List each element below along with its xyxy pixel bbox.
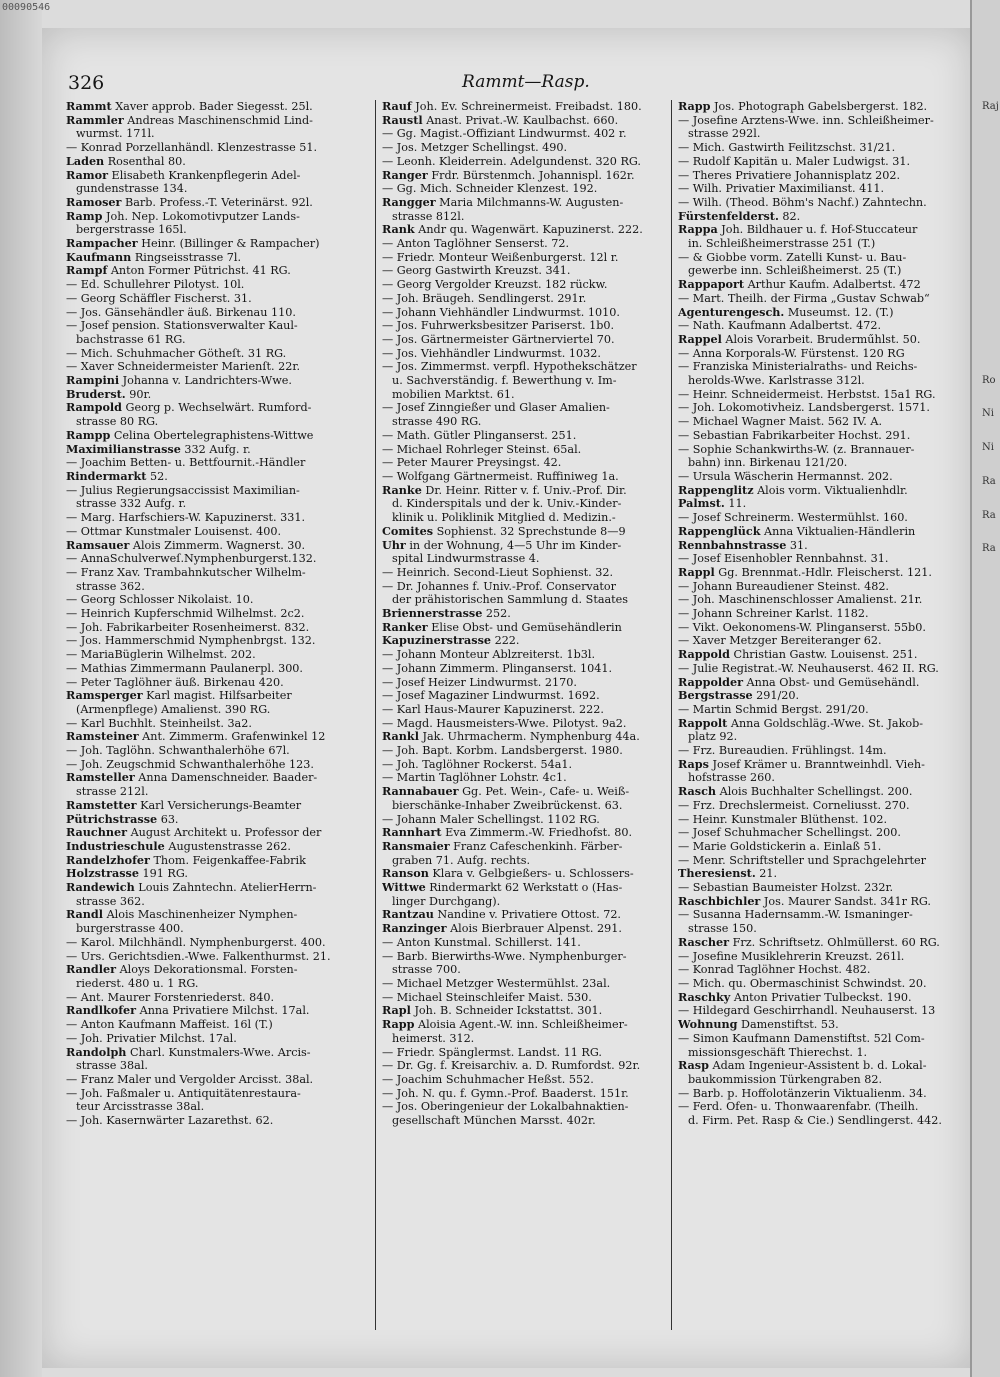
- directory-line: — Jos. Gärtnermeister Gärtnerviertel 70.: [382, 332, 615, 346]
- directory-line: mobilien Marktst. 61.: [392, 387, 515, 401]
- directory-line: heimerst. 312.: [392, 1031, 475, 1045]
- directory-line: bergerstrasse 165l.: [76, 223, 187, 237]
- directory-line: — Joachim Schuhmacher Heßst. 552.: [382, 1072, 594, 1086]
- directory-line: — Peter Maurer Preysingst. 42.: [382, 456, 562, 470]
- directory-line: Randl Alois Maschinenheizer Nymphen-: [66, 908, 298, 922]
- directory-line: Raschky Anton Privatier Tulbeckst. 190.: [678, 990, 912, 1004]
- directory-line: — Johann Maler Schellingst. 1102 RG.: [382, 812, 600, 826]
- directory-line: strasse 332 Aufg. r.: [76, 497, 187, 511]
- directory-line: Rascher Frz. Schriftsetz. Ohlmüllerst. 60 RG.: [678, 935, 940, 949]
- directory-line: Rappolder Anna Obst- und Gemüsehändl.: [678, 675, 920, 689]
- directory-line: — Barb. p. Hoffolotänzerin Viktualienm. 34.: [678, 1086, 927, 1100]
- directory-line: hofstrasse 260.: [688, 771, 775, 785]
- directory-line: — Friedr. Spänglermst. Landst. 11 RG.: [382, 1045, 602, 1059]
- directory-line: — Georg Schäffler Fischerst. 31.: [66, 291, 252, 305]
- directory-line: — Wolfgang Gärtnermeist. Ruffiniweg 1a.: [382, 469, 619, 483]
- directory-line: — Franz Maler und Vergolder Arcisst. 38al.: [66, 1072, 314, 1086]
- directory-line: Rampold Georg p. Wechselwärt. Rumford-: [66, 401, 312, 415]
- directory-line: — Menr. Schriftsteller und Sprachgelehrter: [678, 853, 926, 867]
- directory-line: — Vikt. Oekonomens-W. Plinganserst. 55b0.: [678, 620, 926, 634]
- directory-line: Rank Andr qu. Wagenwärt. Kapuzinerst. 222.: [382, 223, 643, 237]
- directory-line: Randlkofer Anna Privatiere Milchst. 17al.: [66, 1004, 310, 1018]
- directory-line: Randler Aloys Dekorationsmal. Forsten-: [66, 963, 298, 977]
- directory-line: — Marg. Harfschiers-W. Kapuzinerst. 331.: [66, 511, 306, 525]
- directory-line: — Julius Regierungsaccissist Maximilian-: [66, 483, 300, 497]
- edge-fragment: Raj: [982, 101, 999, 112]
- directory-line: — Jos. Fuhrwerksbesitzer Pariserst. 1b0.: [382, 319, 615, 333]
- directory-line: — Frz. Bureaudien. Frühlingst. 14m.: [678, 744, 887, 758]
- directory-line: — Josef pension. Stationsverwalter Kaul-: [66, 319, 298, 333]
- directory-line: Randewich Louis Zahntechn. AtelierHerrn-: [66, 881, 317, 895]
- directory-line: — Simon Kaufmann Damenstiftst. 52l Com-: [678, 1031, 925, 1045]
- directory-line: Ramsteiner Ant. Zimmerm. Grafenwinkel 12: [66, 730, 326, 744]
- directory-line: Rappenglitz Alois vorm. Viktualienhdlr.: [678, 483, 908, 497]
- directory-line: Briennerstrasse 252.: [382, 607, 511, 621]
- directory-line: — Jos. Gänsehändler äuß. Birkenau 110.: [66, 305, 296, 319]
- directory-line: Pütrichstrasse 63.: [66, 812, 179, 826]
- directory-line: — Ant. Maurer Forstenriederst. 840.: [66, 990, 275, 1004]
- directory-line: — Leonh. Kleiderrein. Adelgundenst. 320 RG.: [382, 154, 641, 168]
- directory-line: Uhr in der Wohnung, 4—5 Uhr im Kinder-: [382, 538, 622, 552]
- directory-line: Kapuzinerstrasse 222.: [382, 634, 520, 648]
- directory-line: — Heinr. Kunstmaler Blüthenst. 102.: [678, 812, 888, 826]
- directory-line: Holzstrasse 191 RG.: [66, 867, 188, 881]
- directory-line: — Franziska Ministerialraths- und Reichs-: [678, 360, 918, 374]
- directory-line: Agenturengesch. Museumst. 12. (T.): [678, 305, 894, 319]
- directory-line: — Hildegard Geschirrhandl. Neuhauserst. 13: [678, 1004, 936, 1018]
- directory-line: Rappa Joh. Bildhauer u. f. Hof-Stuccateur: [678, 223, 918, 237]
- directory-line: — Mich. qu. Obermaschinist Schwindst. 20.: [678, 977, 927, 990]
- directory-line: der prähistorischen Sammlung d. Staates: [392, 593, 629, 607]
- directory-line: — Johann Viehhändler Lindwurmst. 1010.: [382, 305, 620, 319]
- edge-fragment: Ro: [982, 374, 996, 386]
- directory-line: — Wilh. (Theod. Böhm's Nachf.) Zahntechn.: [678, 195, 927, 209]
- directory-line: Raps Josef Krämer u. Branntweinhdl. Vieh-: [678, 757, 925, 771]
- directory-line: — Sebastian Fabrikarbeiter Hochst. 291.: [678, 428, 911, 442]
- directory-line: Rantzau Nandine v. Privatiere Ottost. 72.: [382, 908, 621, 922]
- directory-line: strasse 812l.: [392, 209, 465, 223]
- directory-line: Rennbahnstrasse 31.: [678, 538, 808, 552]
- directory-line: — Johann Bureaudiener Steinst. 482.: [678, 579, 889, 593]
- directory-line: — Joachim Betten- u. Bettfournit.-Händler: [66, 456, 306, 470]
- edge-fragment: Ni: [982, 442, 994, 454]
- directory-line: Ransmaier Franz Cafeschenkinh. Färber-: [382, 839, 623, 853]
- directory-line: — Johann Schreiner Karlst. 1182.: [678, 607, 869, 621]
- directory-line: bachstrasse 61 RG.: [76, 332, 186, 346]
- directory-line: Kaufmann Ringseisstrasse 7l.: [66, 250, 242, 264]
- directory-line: — Jos. Zimmermst. verpfl. Hypothekschätzer: [382, 360, 637, 374]
- directory-line: Rasp Adam Ingenieur-Assistent b. d. Lokal-: [678, 1059, 927, 1073]
- directory-line: Bruderst. 90r.: [66, 387, 152, 401]
- directory-line: — Jos. Oberingenieur der Lokalbahnaktien-: [382, 1100, 629, 1114]
- directory-line: — Gg. Mich. Schneider Klenzest. 192.: [382, 182, 598, 196]
- directory-line: — Joh. Taglöhner Rockerst. 54a1.: [382, 757, 573, 771]
- directory-line: — Xaver Metzger Bereiteranger 62.: [678, 634, 882, 648]
- scan-id: 00090546: [2, 2, 51, 13]
- directory-line: strasse 490 RG.: [392, 415, 482, 429]
- directory-line: — Konrad Taglöhner Hochst. 482.: [678, 963, 871, 977]
- directory-line: — Michael Metzger Westermühlst. 23al.: [382, 977, 611, 990]
- directory-line: — Johann Monteur Ablzreiterst. 1b3l.: [382, 648, 596, 662]
- column-1: [66, 100, 361, 1128]
- directory-line: — Karol. Milchhändl. Nymphenburgerst. 400.: [66, 935, 326, 949]
- directory-line: Rammt Xaver approb. Bader Siegesst. 25l.: [66, 100, 313, 113]
- directory-line: — Jos. Viehhändler Lindwurmst. 1032.: [382, 346, 601, 360]
- directory-line: Ramstetter Karl Versicherungs-Beamter: [66, 798, 302, 812]
- directory-line: — Urs. Gerichtsdien.-Wwe. Falkenthurmst. 21.: [66, 949, 331, 963]
- directory-line: Rappl Gg. Brennmat.-Hdlr. Fleischerst. 121.: [678, 565, 932, 579]
- directory-line: — Dr. Gg. f. Kreisarchiv. a. D. Rumfordst. 92r.: [382, 1059, 641, 1073]
- directory-line: Comites Sophienst. 32 Sprechstunde 8—9: [382, 524, 626, 538]
- directory-line: strasse 362.: [76, 894, 145, 908]
- directory-line: Palmst. 11.: [678, 497, 747, 511]
- directory-line: — Michael Rohrleger Steinst. 65al.: [382, 442, 582, 456]
- directory-line: gundenstrasse 134.: [76, 182, 188, 196]
- directory-line: Rannhart Eva Zimmerm.-W. Friedhofst. 80.: [382, 826, 633, 840]
- directory-line: — Mich. Schuhmacher Götheſt. 31 RG.: [66, 346, 287, 360]
- directory-line: klinik u. Poliklinik Mitglied d. Medizin.-: [392, 511, 616, 525]
- directory-line: — Theres Privatiere Johannisplatz 202.: [678, 168, 901, 182]
- directory-line: — Joh. Bräugeh. Sendlingerst. 291r.: [382, 291, 587, 305]
- directory-line: — Franz Xav. Trambahnkutscher Wilhelm-: [66, 565, 306, 579]
- directory-line: — Joh. Bapt. Korbm. Landsbergerst. 1980.: [382, 744, 623, 758]
- directory-line: platz 92.: [688, 730, 738, 744]
- directory-line: linger Durchgang).: [392, 894, 501, 908]
- directory-line: Rangger Maria Milchmanns-W. Augusten-: [382, 195, 624, 209]
- directory-line: Rindermarkt 52.: [66, 469, 168, 483]
- directory-line: Rampf Anton Former Pütrichst. 41 RG.: [66, 264, 291, 278]
- scan-left-margin: [0, 0, 51, 1377]
- directory-line: spital Lindwurmstrasse 4.: [392, 552, 540, 566]
- directory-line: burgerstrasse 400.: [76, 922, 184, 936]
- directory-line: — Joh. Taglöhn. Schwanthalerhöhe 67l.: [66, 744, 290, 758]
- column-2: [382, 100, 677, 1128]
- directory-line: Rampp Celina Obertelegraphistens-Wittwe: [66, 428, 314, 442]
- directory-line: — Nath. Kaufmann Adalbertst. 472.: [678, 319, 882, 333]
- directory-line: — Dr. Johannes f. Univ.-Prof. Conservator: [382, 579, 617, 593]
- directory-line: Ramsperger Karl magist. Hilfsarbeiter: [66, 689, 292, 703]
- edge-fragment: Ra: [982, 475, 996, 487]
- directory-line: Ranson Klara v. Gelbgießers- u. Schlossers-: [382, 867, 634, 881]
- directory-line: missionsgeschäft Thierechst. 1.: [688, 1045, 868, 1059]
- directory-line: d. Kinderspitals und der k. Univ.-Kinder-: [392, 497, 622, 511]
- column-rule: [375, 100, 376, 1330]
- directory-line: — Jos. Hammerschmid Nymphenbrgst. 132.: [66, 634, 316, 648]
- directory-line: — Anton Taglöhner Senserst. 72.: [382, 237, 570, 251]
- directory-line: — Heinr. Schneidermeist. Herbstst. 15a1 RG.: [678, 387, 936, 401]
- directory-line: strasse 292l.: [688, 127, 761, 141]
- directory-line: u. Sachverständig. f. Bewerthung v. Im-: [392, 374, 617, 388]
- directory-line: Rampacher Heinr. (Billinger & Rampacher): [66, 237, 320, 251]
- directory-line: — Anna Korporals-W. Fürstenst. 120 RG: [678, 346, 905, 360]
- directory-line: — Sebastian Baumeister Holzst. 232r.: [678, 881, 894, 895]
- directory-line: — Josef Heizer Lindwurmst. 2170.: [382, 675, 577, 689]
- directory-line: — Johann Zimmerm. Plinganserst. 1041.: [382, 661, 613, 675]
- directory-line: — Georg Gastwirth Kreuzst. 341.: [382, 264, 571, 278]
- directory-line: Ramp Joh. Nep. Lokomotivputzer Lands-: [66, 209, 300, 223]
- directory-line: gewerbe inn. Schleißheimerst. 25 (T.): [688, 264, 902, 278]
- directory-line: bierschänke-Inhaber Zweibrückenst. 63.: [392, 798, 623, 812]
- directory-line: Theresienst. 21.: [678, 867, 778, 881]
- directory-line: — Math. Gütler Plinganserst. 251.: [382, 428, 577, 442]
- directory-line: — Michael Steinschleifer Maist. 530.: [382, 990, 592, 1004]
- edge-fragment: Ni: [982, 408, 994, 420]
- directory-line: Ranke Dr. Heinr. Ritter v. f. Univ.-Prof. Dir.: [382, 483, 627, 497]
- directory-line: Rappaport Arthur Kaufm. Adalbertst. 472: [678, 278, 921, 292]
- directory-line: — Martin Taglöhner Lohstr. 4c1.: [382, 771, 567, 785]
- directory-line: — Friedr. Monteur Weißenburgerst. 12l r.: [382, 250, 619, 264]
- directory-line: — Ed. Schullehrer Pilotyst. 10l.: [66, 278, 245, 292]
- running-head: Rammt—Rasp.: [462, 72, 590, 92]
- page-number: 326: [68, 72, 105, 94]
- directory-line: — Anton Kunstmal. Schillerst. 141.: [382, 935, 581, 949]
- directory-line: — MariaBüglerin Wilhelmst. 202.: [66, 648, 256, 662]
- directory-line: — Sophie Schankwirths-W. (z. Brannauer-: [678, 442, 915, 456]
- directory-line: Rannabauer Gg. Pet. Wein-, Cafe- u. Weiß-: [382, 785, 630, 799]
- directory-line: — Joh. Privatier Milchst. 17al.: [66, 1031, 237, 1045]
- directory-line: Maximilianstrasse 332 Aufg. r.: [66, 442, 251, 456]
- directory-line: — Mich. Gastwirth Feilitzschst. 31/21.: [678, 141, 896, 155]
- directory-line: Ramsteller Anna Damenschneider. Baader-: [66, 771, 318, 785]
- directory-line: strasse 80 RG.: [76, 415, 159, 429]
- directory-line: Rasch Alois Buchhalter Schellingst. 200.: [678, 785, 913, 799]
- directory-line: Rauchner August Architekt u. Professor der: [66, 826, 322, 840]
- directory-line: Rampini Johanna v. Landrichters-Wwe.: [66, 374, 292, 388]
- directory-line: — Heinrich. Second-Lieut Sophienst. 32.: [382, 565, 614, 579]
- directory-line: Rappenglück Anna Viktualien-Händlerin: [678, 524, 916, 538]
- directory-line: — Ursula Wäscherin Hermannst. 202.: [678, 469, 893, 483]
- directory-line: — Joh. N. qu. f. Gymn.-Prof. Baaderst. 151r.: [382, 1086, 629, 1100]
- directory-line: — Frz. Drechslermeist. Corneliusst. 270.: [678, 798, 910, 812]
- directory-line: (Armenpflege) Amalienst. 390 RG.: [76, 702, 271, 716]
- directory-line: Randelzhofer Thom. Feigenkaffee-Fabrik: [66, 853, 306, 867]
- directory-line: strasse 150.: [688, 922, 757, 936]
- directory-line: Randolph Charl. Kunstmalers-Wwe. Arcis-: [66, 1045, 311, 1059]
- directory-line: — Anton Kaufmann Maffeist. 16l (T.): [66, 1018, 273, 1032]
- directory-line: — Josef Schuhmacher Schellingst. 200.: [678, 826, 901, 840]
- directory-line: — Ottmar Kunstmaler Louisenst. 400.: [66, 524, 282, 538]
- directory-line: — Barb. Bierwirths-Wwe. Nymphenburger-: [382, 949, 627, 963]
- directory-line: — Marie Goldstickerin a. Einlaß 51.: [678, 839, 882, 853]
- directory-line: Raustl Anast. Privat.-W. Kaulbachst. 660.: [382, 113, 619, 127]
- directory-line: — AnnaSchulverweſ.Nymphenburgerst.132.: [66, 552, 317, 566]
- directory-line: — Jos. Metzger Schellingst. 490.: [382, 141, 568, 155]
- directory-line: Bergstrasse 291/20.: [678, 689, 800, 703]
- directory-line: — Julie Registrat.-W. Neuhauserst. 462 II. RG.: [678, 661, 939, 675]
- directory-line: teur Arcisstrasse 38al.: [76, 1100, 205, 1114]
- directory-line: — Xaver Schneidermeister Marienſt. 22r.: [66, 360, 300, 374]
- directory-line: — Mathias Zimmermann Paulanerpl. 300.: [66, 661, 303, 675]
- directory-line: — Karl Haus-Maurer Kapuzinerst. 222.: [382, 702, 604, 716]
- directory-line: — Joh. Zeugschmid Schwanthalerhöhe 123.: [66, 757, 314, 771]
- directory-line: Laden Rosenthal 80.: [66, 154, 186, 168]
- directory-line: — Michael Wagner Maist. 562 IV. A.: [678, 415, 883, 429]
- directory-line: Rapp Aloisia Agent.-W. inn. Schleißheimer-: [382, 1018, 628, 1032]
- directory-line: — Peter Taglöhner äuß. Birkenau 420.: [66, 675, 284, 689]
- directory-line: Rauf Joh. Ev. Schreinermeist. Freibadst. 180.: [382, 100, 642, 113]
- directory-line: — Joh. Fabrikarbeiter Rosenheimerst. 832.: [66, 620, 310, 634]
- directory-line: — Josef Eisenhobler Rennbahnst. 31.: [678, 552, 889, 566]
- directory-line: Wohnung Damenstiftst. 53.: [678, 1018, 839, 1032]
- edge-fragment: Ra: [982, 543, 996, 555]
- directory-line: bahn) inn. Birkenau 121/20.: [688, 456, 848, 470]
- directory-line: — Susanna Hadernsamm.-W. Ismaninger-: [678, 908, 913, 922]
- directory-line: Raschbichler Jos. Maurer Sandst. 341r RG.: [678, 894, 931, 908]
- directory-line: — Martin Schmid Bergst. 291/20.: [678, 702, 869, 716]
- directory-line: — Wilh. Privatier Maximilianst. 411.: [678, 182, 885, 196]
- directory-line: — Joh. Kasernwärter Lazarethst. 62.: [66, 1114, 274, 1128]
- directory-line: Rappold Christian Gastw. Louisenst. 251.: [678, 648, 918, 662]
- directory-line: Ramoser Barb. Profess.-T. Veterinärst. 92l.: [66, 195, 313, 209]
- directory-line: Ramsauer Alois Zimmerm. Wagnerst. 30.: [66, 538, 306, 552]
- directory-line: Rankl Jak. Uhrmacherm. Nymphenburg 44a.: [382, 730, 640, 744]
- directory-line: — Josef Magaziner Lindwurmst. 1692.: [382, 689, 600, 703]
- directory-line: — Georg Vergolder Kreuzst. 182 rückw.: [382, 278, 608, 292]
- directory-line: strasse 362.: [76, 579, 145, 593]
- directory-line: — Josefine Arztens-Wwe. inn. Schleißheimer-: [678, 113, 934, 127]
- directory-line: — Rudolf Kapitän u. Maler Ludwigst. 31.: [678, 154, 911, 168]
- directory-line: — Mart. Theilh. der Firma „Gustav Schwab“: [678, 291, 930, 305]
- directory-line: Wittwe Rindermarkt 62 Werkstatt o (Has-: [382, 881, 623, 895]
- directory-line: — Konrad Porzellanhändl. Klenzestrasse 51.: [66, 141, 318, 155]
- directory-line: — Josef Zinngießer und Glaser Amalien-: [382, 401, 610, 415]
- directory-line: — Karl Buchhlt. Steinheilst. 3a2.: [66, 716, 252, 730]
- directory-line: Fürstenfelderst. 82.: [678, 209, 801, 223]
- edge-fragment: Ra: [982, 509, 996, 521]
- directory-line: riederst. 480 u. 1 RG.: [76, 977, 199, 990]
- directory-line: wurmst. 171l.: [76, 127, 155, 141]
- directory-line: baukommission Türkengraben 82.: [688, 1072, 883, 1086]
- directory-line: — Ferd. Ofen- u. Thonwaarenfabr. (Theilh.: [678, 1100, 919, 1114]
- directory-line: — Josefine Musiklehrerin Kreuzst. 261l.: [678, 949, 905, 963]
- directory-line: gesellschaft München Marsst. 402r.: [392, 1114, 596, 1128]
- directory-line: — & Giobbe vorm. Zatelli Kunst- u. Bau-: [678, 250, 907, 264]
- directory-line: d. Firm. Pet. Rasp & Cie.) Sendlingerst. 442.: [688, 1114, 942, 1128]
- directory-line: — Heinrich Kupferschmid Wilhelmst. 2c2.: [66, 607, 305, 621]
- directory-line: Rappel Alois Vorarbeit. Bruderműhlst. 50.: [678, 332, 921, 346]
- directory-line: Rapp Jos. Photograph Gabelsbergerst. 182.: [678, 100, 928, 113]
- directory-line: herolds-Wwe. Karlstrasse 312l.: [688, 374, 865, 388]
- directory-line: strasse 38al.: [76, 1059, 148, 1073]
- directory-line: graben 71. Aufg. rechts.: [392, 853, 531, 867]
- directory-line: — Georg Schlosser Nikolaist. 10.: [66, 593, 254, 607]
- directory-line: Rapl Joh. B. Schneider Ickstattst. 301.: [382, 1004, 603, 1018]
- directory-line: Rappolt Anna Goldschläg.-Wwe. St. Jakob-: [678, 716, 924, 730]
- directory-line: Ranzinger Alois Bierbrauer Alpenst. 291.: [382, 922, 622, 936]
- column-3: [678, 100, 973, 1128]
- directory-line: Rammler Andreas Maschinenschmid Lind-: [66, 113, 313, 127]
- directory-line: strasse 212l.: [76, 785, 149, 799]
- directory-line: Ranker Elise Obst- und Gemüsehändlerin: [382, 620, 622, 634]
- directory-line: — Joh. Faßmaler u. Antiquitätenrestaura-: [66, 1086, 301, 1100]
- directory-line: — Gg. Magist.-Offiziant Lindwurmst. 402 r.: [382, 127, 627, 141]
- directory-line: strasse 700.: [392, 963, 461, 977]
- directory-line: Industrieschule Augustenstrasse 262.: [66, 839, 291, 853]
- directory-line: in. Schleißheimerstrasse 251 (T.): [688, 237, 876, 251]
- directory-line: Ramor Elisabeth Krankenpflegerin Adel-: [66, 168, 301, 182]
- directory-line: Ranger Frdr. Bürstenmch. Johannispl. 162r.: [382, 168, 635, 182]
- directory-line: — Joh. Maschinenschlosser Amalienst. 21r.: [678, 593, 923, 607]
- directory-line: — Josef Schreinerm. Westermühlst. 160.: [678, 511, 908, 525]
- directory-line: — Joh. Lokomotivheiz. Landsbergerst. 1571.: [678, 401, 930, 415]
- adjacent-page-fragments: [982, 100, 999, 576]
- directory-line: — Magd. Hausmeisters-Wwe. Pilotyst. 9a2.: [382, 716, 627, 730]
